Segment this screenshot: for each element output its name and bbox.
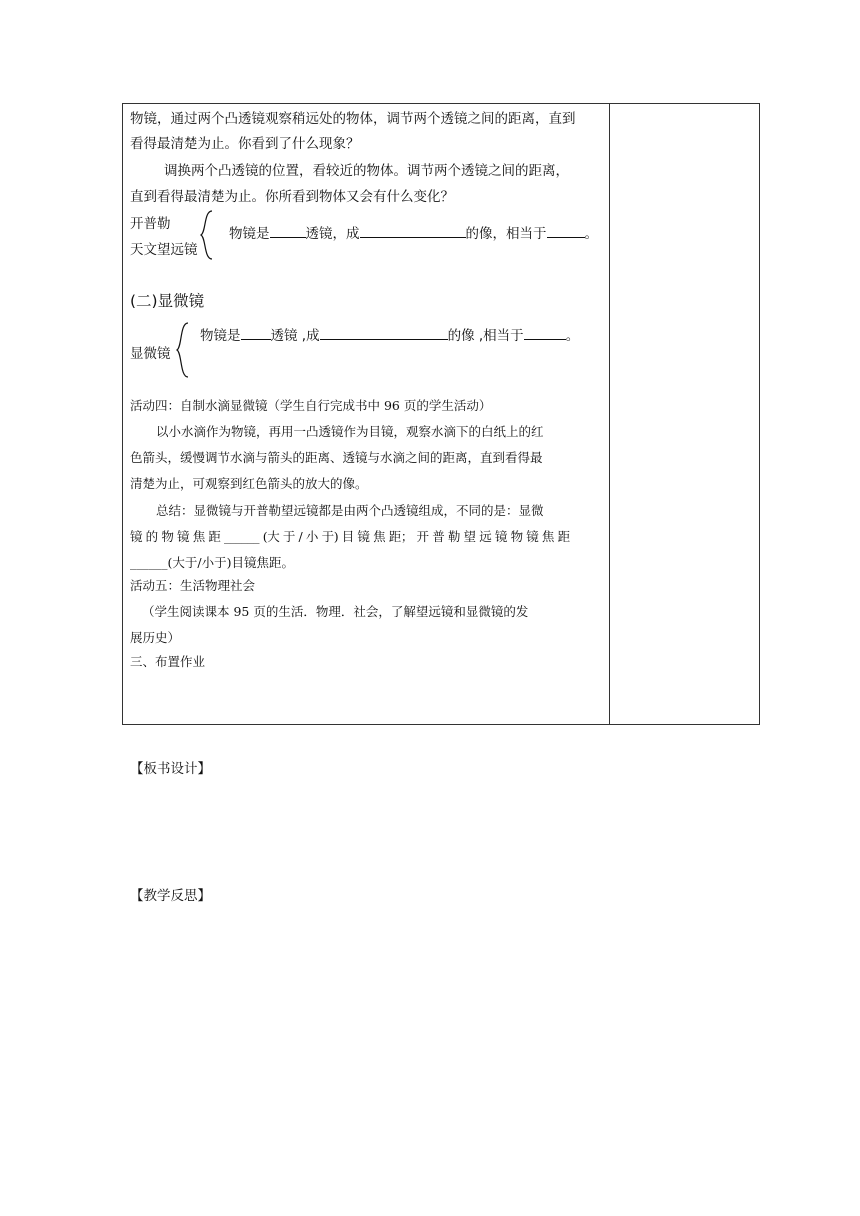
activity4-summary1: 总结：显微镜与开普勒望远镜都是由两个凸透镜组成，不同的是：显微	[156, 503, 544, 518]
activity4-line2: 色箭头，缓慢调节水滴与箭头的距离、透镜与水滴之间的距离，直到看得最	[130, 450, 543, 465]
brace-icon	[176, 322, 190, 378]
activity4-title: 活动四：自制水滴显微镜（学生自行完成书中 96 页的学生活动）	[130, 398, 492, 413]
brace-icon	[200, 210, 214, 260]
activity4-summary3: ______(大于/小于)目镜焦距。	[130, 555, 294, 570]
kepler-fill-line	[229, 225, 598, 242]
activity4-summary2: 镜 的 物 镜 焦 距 ______ (大 于 / 小 于) 目 镜 焦 距； 开 普 勒 望 远 镜 物 镜 焦 距	[130, 529, 570, 544]
reflection-heading: 【教学反思】	[130, 888, 211, 904]
kepler-text-d: 。	[584, 226, 598, 242]
microscope-text-b: 透镜 ,成	[270, 328, 320, 344]
homework-heading: 三、布置作业	[130, 654, 206, 669]
microscope-blank-3	[524, 327, 566, 340]
microscope-label: 显微镜	[130, 346, 171, 362]
kepler-label-2: 天文望远镜	[130, 242, 198, 258]
kepler-text-a: 物镜是	[229, 226, 270, 242]
kepler-blank-1	[270, 225, 306, 238]
activity5-line2: 展历史）	[130, 630, 181, 645]
microscope-text-c: 的像 ,相当于	[447, 328, 524, 344]
para1-line2: 看得最清楚为止。你看到了什么现象？	[130, 136, 360, 152]
kepler-text-b: 透镜，成	[305, 226, 360, 242]
kepler-blank-3	[547, 225, 585, 238]
kepler-label-1: 开普勒	[130, 216, 171, 232]
para1-line1: 物镜，通过两个凸透镜观察稍远处的物体，调节两个透镜之间的距离，直到	[130, 111, 576, 127]
kepler-text-c: 的像，相当于	[465, 226, 547, 242]
microscope-text-d: 。	[565, 328, 580, 344]
activity5-title: 活动五：生活物理社会	[130, 578, 256, 593]
activity4-line3: 清楚为止，可观察到红色箭头的放大的像。	[130, 476, 368, 491]
table-column-divider	[609, 103, 610, 725]
microscope-blank-2	[320, 327, 448, 340]
activity4-line1: 以小水滴作为物镜，再用一凸透镜作为目镜，观察水滴下的白纸上的红	[156, 424, 544, 439]
board-design-heading: 【板书设计】	[130, 761, 211, 777]
microscope-fill-line	[200, 327, 579, 344]
microscope-blank-1	[241, 327, 271, 340]
microscope-heading: (二)显微镜	[130, 292, 205, 310]
kepler-blank-2	[360, 225, 466, 238]
microscope-text-a: 物镜是	[200, 328, 241, 344]
para1-line3: 调换两个凸透镜的位置，看较近的物体。调节两个透镜之间的距离，	[164, 163, 569, 179]
activity5-line1: （学生阅读课本 95 页的生活．物理．社会，了解望远镜和显微镜的发	[142, 604, 529, 619]
para1-line4: 直到看得最清楚为止。你所看到物体又会有什么变化？	[130, 189, 454, 205]
